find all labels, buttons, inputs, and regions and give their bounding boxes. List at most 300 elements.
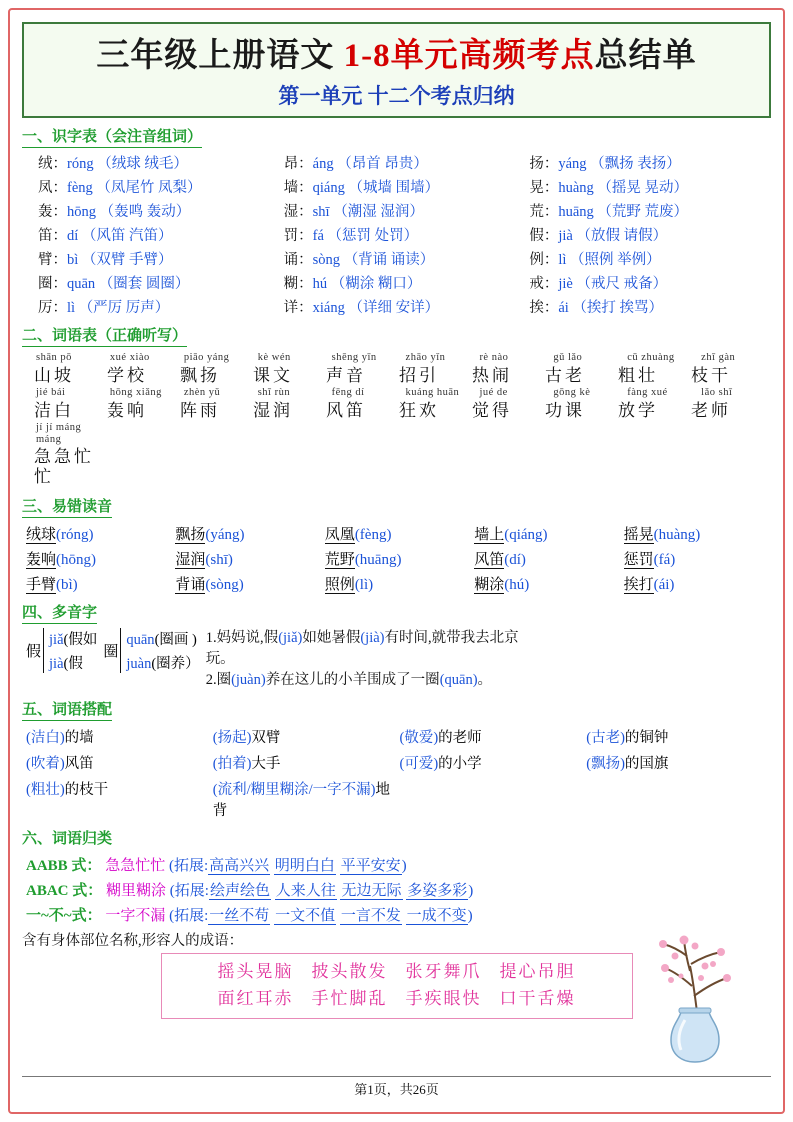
- guilei-ext-prefix: (拓展:: [168, 858, 209, 875]
- guilei-extension: [169, 858, 407, 875]
- yicuo-item: [175, 573, 322, 594]
- zibiao-words: （轰鸣 轰动）: [99, 204, 191, 220]
- dapei-item: [213, 726, 398, 747]
- chengyu-item: 手忙脚乱: [311, 988, 388, 1008]
- sentence-pinyin: (jià): [360, 630, 385, 647]
- yicuo-pinyin: (huàng): [653, 527, 701, 544]
- zibiao-pinyin: huàng: [558, 180, 598, 196]
- zibiao-char: 笛：: [38, 228, 67, 244]
- guilei-ext-suffix: ): [401, 858, 407, 875]
- yicuo-pinyin: (yáng): [205, 527, 245, 544]
- sentence-pinyin: (quān): [439, 672, 478, 689]
- sentence-number: 1.: [205, 630, 217, 647]
- guilei-extension: [169, 908, 472, 925]
- cibiao-word: 湿润: [253, 400, 293, 420]
- zibiao-item: [38, 200, 280, 221]
- zibiao-words: （糊涂 糊口）: [330, 276, 422, 292]
- guilei-ext-suffix: ): [467, 908, 473, 925]
- duoyinzi-pinyin: quān: [126, 632, 155, 649]
- plum-vase-decoration: [635, 916, 755, 1066]
- yicuo-pinyin: (hōng): [56, 552, 97, 569]
- yicuo-word: 摇晃: [623, 527, 654, 544]
- cibiao-pinyin: kuáng huān: [405, 387, 460, 399]
- dapei-modifier: (可爱): [399, 756, 439, 773]
- yicuo-item: [325, 573, 472, 594]
- duoyinzi-group: [103, 628, 199, 673]
- title-before: 三年级上册语文: [96, 38, 344, 74]
- cibiao-pinyin: shēng yīn: [331, 352, 377, 363]
- title-after: 总结单: [594, 38, 697, 74]
- yicuo-word: 荒野: [324, 552, 355, 569]
- yicuo-item: [624, 523, 771, 544]
- guilei-ext-item: 无边无际: [341, 883, 402, 900]
- title-highlight: 1-8单元高频考点: [343, 38, 595, 74]
- zibiao-pinyin: bì: [67, 252, 82, 268]
- yicuo-item: [26, 548, 173, 569]
- dapei-grid: [22, 726, 771, 820]
- yicuo-pinyin: (bì): [56, 577, 78, 594]
- zibiao-item: [529, 248, 771, 269]
- guilei-ext-item: 一言不发: [340, 908, 401, 925]
- cibiao-word: 粗壮: [618, 365, 658, 385]
- chengyu-item: 提心吊胆: [499, 962, 576, 982]
- yicuo-item: [325, 523, 472, 544]
- sentence-part: 妈妈说,假: [216, 630, 279, 647]
- dapei-modifier: (敬爱): [399, 730, 439, 747]
- guilei-ext-item: 一成不变: [406, 908, 467, 925]
- cibiao-word: 课文: [253, 365, 293, 385]
- dapei-item: [586, 726, 771, 747]
- cibiao-pinyin: rè nào: [479, 352, 509, 363]
- dapei-modifier: (流利/糊里糊涂/一字不漏): [212, 782, 376, 799]
- dapei-noun: 大手: [251, 756, 281, 773]
- zibiao-pinyin: quān: [67, 276, 99, 292]
- cibiao-word: 洁白: [34, 400, 74, 420]
- yicuo-word: 惩罚: [623, 552, 654, 569]
- guilei-ext-item: 多姿多彩: [407, 883, 468, 900]
- yicuo-item: [474, 523, 621, 544]
- yicuo-pinyin: (ái): [653, 577, 675, 594]
- zibiao-words: （荒野 荒废）: [597, 204, 689, 220]
- dapei-modifier: (吹着): [26, 756, 65, 773]
- zibiao-char: 扬：: [529, 156, 559, 172]
- zibiao-item: [284, 272, 526, 293]
- yicuo-pinyin: (sòng): [205, 577, 244, 594]
- cibiao-list: [22, 352, 771, 486]
- dapei-item: [213, 752, 398, 773]
- dapei-item: [26, 752, 211, 773]
- cibiao-pinyin: zhèn yǔ: [183, 387, 221, 399]
- cibiao-pinyin: kè wén: [257, 352, 291, 363]
- yicuo-word: 绒球: [26, 527, 57, 544]
- yicuo-pinyin: (fá): [653, 552, 676, 569]
- sentence-part: 圈: [216, 672, 232, 689]
- guilei-label: ABAC 式：: [26, 883, 103, 900]
- page-title: [24, 29, 769, 76]
- dapei-modifier: (粗壮): [26, 782, 65, 799]
- dapei-noun: 地背: [212, 782, 390, 820]
- guilei-row: [26, 879, 771, 900]
- guilei-label: AABB 式：: [26, 858, 102, 875]
- duoyinzi-sentence: [206, 670, 536, 691]
- dapei-modifier: (古老): [586, 730, 625, 747]
- yicuo-item: [624, 573, 771, 594]
- cibiao-pinyin: gǔ lǎo: [553, 352, 583, 363]
- cibiao-word-row: [32, 447, 771, 486]
- yicuo-item: [325, 548, 472, 569]
- guilei-extension: [170, 883, 473, 900]
- sentence-part: 有时间,就带我去北京玩。: [205, 630, 519, 668]
- zibiao-item: [284, 200, 526, 221]
- zibiao-item: [38, 248, 280, 269]
- zibiao-item: [284, 224, 526, 245]
- zibiao-char: 荒：: [529, 204, 559, 220]
- yicuo-item: [175, 523, 322, 544]
- dapei-noun: 风笛: [64, 756, 94, 773]
- yicuo-pinyin: (hú): [504, 577, 530, 594]
- zibiao-words: （双臂 手臂）: [81, 252, 173, 268]
- zibiao-char: 凤：: [38, 180, 67, 196]
- cibiao-pinyin: jí jí máng máng: [36, 422, 82, 445]
- dapei-item: [26, 726, 211, 747]
- cibiao-pinyin-row: [32, 352, 771, 364]
- dapei-noun: 的铜钟: [624, 730, 669, 747]
- duoyinzi-pinyin: jiǎ: [49, 632, 64, 649]
- guilei-ext-item: 绘声绘色: [209, 883, 270, 900]
- yicuo-word: 墙上: [474, 527, 505, 544]
- zibiao-pinyin: fá: [312, 228, 328, 244]
- cibiao-word: 觉得: [472, 400, 512, 420]
- zibiao-words: （绒球 绒毛）: [97, 156, 188, 172]
- dapei-item: [400, 752, 585, 773]
- zibiao-words: （严厉 厉声）: [78, 300, 170, 316]
- zibiao-pinyin: lì: [67, 300, 79, 316]
- yicuo-pinyin: (lì): [354, 577, 374, 594]
- sentence-pinyin: (jiǎ): [278, 630, 303, 647]
- dapei-modifier: (扬起): [212, 730, 252, 747]
- zibiao-pinyin: fèng: [67, 180, 97, 196]
- duoyinzi-char: 圈: [103, 644, 119, 661]
- duoyinzi-branches: [43, 628, 97, 673]
- cibiao-pinyin: zhī gàn: [701, 352, 736, 363]
- zibiao-item: [284, 152, 526, 173]
- zibiao-char: 糊：: [283, 276, 313, 292]
- yicuo-pinyin: (shī): [205, 552, 233, 569]
- yicuo-word: 风笛: [474, 552, 505, 569]
- dapei-item: [400, 726, 585, 747]
- yicuo-grid: [22, 523, 771, 594]
- zibiao-grid: [22, 152, 771, 317]
- sentence-number: 2.: [205, 672, 217, 689]
- duoyinzi-pinyin: juàn: [126, 656, 152, 673]
- yicuo-pinyin: (dí): [504, 552, 526, 569]
- zibiao-pinyin: yáng: [558, 156, 591, 172]
- yicuo-word: 手臂: [26, 577, 57, 594]
- guilei-ext-item: 平平安安: [340, 858, 401, 875]
- cibiao-word: 声音: [326, 365, 366, 385]
- zibiao-item: [529, 272, 771, 293]
- chengyu-box: [161, 953, 633, 1019]
- yicuo-item: [474, 548, 621, 569]
- guilei-ext-item: 人来人往: [275, 883, 336, 900]
- dapei-modifier: (飘扬): [586, 756, 625, 773]
- zibiao-item: [38, 152, 280, 173]
- zibiao-words: （飘扬 表扬）: [590, 156, 681, 172]
- zibiao-item: [38, 272, 280, 293]
- cibiao-pinyin: lǎo shī: [701, 387, 733, 399]
- yicuo-item: [26, 573, 173, 594]
- cibiao-pinyin: hōng xiǎng: [109, 387, 162, 399]
- guilei-row: [26, 854, 771, 875]
- dapei-modifier: (拍着): [212, 756, 252, 773]
- zibiao-item: [284, 296, 526, 317]
- dapei-item: [586, 752, 771, 773]
- section-heading-4: 四、多音字: [22, 601, 97, 624]
- zibiao-words: （城墙 围墙）: [348, 180, 440, 196]
- zibiao-item: [529, 176, 771, 197]
- cibiao-word: 老师: [691, 400, 731, 420]
- cibiao-word: 功课: [545, 400, 585, 420]
- zibiao-words: （潮湿 湿润）: [333, 204, 424, 220]
- zibiao-words: （圈套 圆圈）: [98, 276, 190, 292]
- chengyu-item: 披头散发: [311, 962, 388, 982]
- duoyinzi-group: [26, 628, 97, 673]
- zibiao-char: 轰：: [38, 204, 67, 220]
- duoyinzi-line: [49, 652, 97, 673]
- zibiao-item: [284, 248, 526, 269]
- yicuo-pinyin: (róng): [56, 527, 94, 544]
- zibiao-char: 诵：: [283, 252, 313, 268]
- zibiao-char: 例：: [529, 252, 559, 268]
- section-heading-2: 二、词语表（正确听写）: [22, 324, 187, 347]
- zibiao-pinyin: sòng: [312, 252, 344, 268]
- cibiao-pinyin: shī rùn: [257, 387, 291, 399]
- zibiao-pinyin: qiáng: [312, 180, 349, 196]
- cibiao-pinyin: jué de: [479, 387, 508, 399]
- cibiao-pinyin: zhāo yǐn: [405, 352, 446, 363]
- cibiao-word: 放学: [618, 400, 658, 420]
- zibiao-pinyin: hōng: [67, 204, 100, 220]
- cibiao-word: 急急忙 忙: [34, 447, 94, 486]
- chengyu-row: [162, 986, 632, 1012]
- yicuo-pinyin: (qiáng): [504, 527, 548, 544]
- zibiao-pinyin: shī: [312, 204, 334, 220]
- zibiao-words: （摇晃 晃动）: [597, 180, 689, 196]
- cibiao-word: 热闹: [472, 365, 512, 385]
- cibiao-word: 阵雨: [180, 400, 220, 420]
- section-heading-5: 五、词语搭配: [22, 698, 112, 721]
- title-box: [22, 22, 771, 118]
- guilei-ext-item: 明明白白: [274, 858, 335, 875]
- cibiao-word: 轰响: [107, 400, 147, 420]
- cibiao-pinyin: cū zhuàng: [627, 352, 675, 363]
- page-footer: 第1页，共26页: [22, 1076, 771, 1098]
- cibiao-word: 山坡: [34, 365, 74, 385]
- cibiao-pinyin: xué xiào: [109, 352, 150, 363]
- cibiao-pinyin: fàng xué: [627, 387, 668, 399]
- zibiao-pinyin: dí: [67, 228, 82, 244]
- yicuo-word: 背诵: [175, 577, 206, 594]
- duoyinzi-pinyin: jià: [49, 656, 64, 673]
- guilei-example: 一字不漏: [101, 908, 170, 925]
- chengyu-item: 口干舌燥: [499, 988, 576, 1008]
- duoyinzi-example: (圈养）: [151, 656, 200, 673]
- duoyinzi-sentences: [206, 628, 536, 691]
- cibiao-word-row: [32, 401, 771, 421]
- zibiao-pinyin: jiè: [558, 276, 577, 292]
- cibiao-pinyin: gōng kè: [553, 387, 591, 399]
- zibiao-char: 罚：: [283, 228, 313, 244]
- zibiao-char: 厉：: [38, 300, 67, 316]
- cibiao-pinyin: jié bái: [36, 387, 66, 399]
- duoyinzi-char: 假: [26, 644, 42, 661]
- yicuo-word: 照例: [324, 577, 355, 594]
- sentence-part: 如她暑假: [302, 630, 361, 647]
- zibiao-words: （挨打 挨骂）: [572, 300, 664, 316]
- zibiao-char: 圈：: [38, 276, 67, 292]
- chengyu-item: 摇头晃脑: [217, 962, 294, 982]
- cibiao-word: 风笛: [326, 400, 366, 420]
- zibiao-pinyin: huāng: [558, 204, 598, 220]
- zibiao-pinyin: lì: [558, 252, 571, 268]
- zibiao-pinyin: áng: [312, 156, 338, 172]
- duoyinzi-sentence: [206, 628, 536, 670]
- duoyinzi-line: [126, 628, 199, 649]
- dapei-noun: 的小学: [438, 756, 482, 773]
- zibiao-item: [38, 176, 280, 197]
- cibiao-word: 招引: [399, 365, 439, 385]
- duoyinzi-example: (假如: [63, 632, 98, 649]
- cibiao-pinyin: shān pō: [36, 352, 72, 363]
- cibiao-word: 狂欢: [399, 400, 439, 420]
- yicuo-word: 轰响: [26, 552, 57, 569]
- dapei-noun: 双臂: [251, 730, 281, 747]
- zibiao-char: 昂：: [283, 156, 313, 172]
- duoyinzi-line: [126, 652, 199, 673]
- yicuo-item: [624, 548, 771, 569]
- zibiao-pinyin: hú: [312, 276, 331, 292]
- zibiao-char: 湿：: [283, 204, 313, 220]
- zibiao-words: （背诵 诵读）: [343, 252, 435, 268]
- cibiao-pinyin-row: [32, 422, 771, 445]
- zibiao-item: [38, 224, 280, 245]
- zibiao-words: （放假 请假）: [576, 228, 668, 244]
- guilei-ext-prefix: (拓展:: [169, 883, 209, 900]
- page-subtitle: 第一单元 十二个考点归纳: [278, 84, 515, 108]
- yicuo-item: [175, 548, 322, 569]
- zibiao-char: 详：: [283, 300, 313, 316]
- dapei-noun: 的国旗: [624, 756, 669, 773]
- zibiao-char: 臂：: [38, 252, 67, 268]
- cibiao-word: 枝干: [691, 365, 731, 385]
- yicuo-word: 湿润: [175, 552, 206, 569]
- duoyinzi-example: (假: [63, 656, 83, 673]
- zibiao-item: [529, 224, 771, 245]
- guilei-block: [22, 854, 771, 925]
- chengyu-item: 面红耳赤: [217, 988, 294, 1008]
- yicuo-word: 挨打: [623, 577, 654, 594]
- guilei-example: 糊里糊涂: [102, 883, 170, 900]
- duoyinzi-line: [49, 628, 97, 649]
- zibiao-words: （昂首 昂贵）: [337, 156, 428, 172]
- zibiao-char: 晃：: [529, 180, 559, 196]
- zibiao-words: （照例 举例）: [570, 252, 661, 268]
- zibiao-char: 绒：: [38, 156, 67, 172]
- zibiao-words: （详细 安详）: [348, 300, 440, 316]
- zibiao-item: [529, 152, 771, 173]
- zibiao-words: （戒尺 戒备）: [576, 276, 668, 292]
- guilei-ext-suffix: ): [468, 883, 474, 900]
- zibiao-char: 挨：: [529, 300, 559, 316]
- cibiao-pinyin-row: [32, 387, 771, 399]
- zibiao-pinyin: jià: [558, 228, 577, 244]
- cibiao-word: 古老: [545, 365, 585, 385]
- cibiao-word: 学校: [107, 365, 147, 385]
- guilei-label: 一~不~式：: [26, 908, 102, 925]
- sentence-part: 养在这儿的小羊围成了一圈: [265, 672, 440, 689]
- dapei-noun: 的老师: [438, 730, 482, 747]
- sentence-pinyin: (juàn): [231, 672, 266, 689]
- zibiao-char: 戒：: [529, 276, 559, 292]
- dapei-modifier: (洁白): [26, 730, 65, 747]
- cibiao-word: 飘扬: [180, 365, 220, 385]
- zibiao-words: （凤尾竹 凤梨）: [96, 180, 202, 196]
- zibiao-pinyin: róng: [67, 156, 98, 172]
- duoyinzi-example: (圈画 ): [154, 632, 197, 649]
- zibiao-words: （风笛 汽笛）: [81, 228, 173, 244]
- guilei-ext-item: 一丝不苟: [209, 908, 270, 925]
- zibiao-char: 假：: [529, 228, 559, 244]
- chengyu-item: 张牙舞爪: [405, 962, 482, 982]
- yicuo-item: [474, 573, 621, 594]
- dapei-noun: 的枝干: [64, 782, 109, 799]
- zibiao-item: [38, 296, 280, 317]
- section-heading-1: 一、识字表（会注音组词）: [22, 125, 202, 148]
- yicuo-pinyin: (fèng): [354, 527, 392, 544]
- guilei-ext-item: 一文不值: [275, 908, 336, 925]
- yicuo-word: 凤凰: [324, 527, 355, 544]
- dapei-item: [26, 778, 211, 820]
- yicuo-word: 飘扬: [175, 527, 206, 544]
- yicuo-word: 糊涂: [474, 577, 505, 594]
- duoyinzi-block: [22, 628, 771, 691]
- dapei-item: [213, 778, 398, 820]
- zibiao-pinyin: xiáng: [312, 300, 349, 316]
- zibiao-item: [284, 176, 526, 197]
- dapei-noun: 的墙: [64, 730, 94, 747]
- zibiao-words: （惩罚 处罚）: [327, 228, 419, 244]
- cibiao-pinyin: piāo yáng: [183, 352, 230, 363]
- cibiao-pinyin: fēng dí: [331, 387, 365, 399]
- chengyu-item: 手疾眼快: [405, 988, 482, 1008]
- yicuo-item: [26, 523, 173, 544]
- sentence-part: 。: [477, 672, 493, 689]
- chengyu-row: [162, 959, 632, 985]
- guilei-example: 急急忙忙: [101, 858, 169, 875]
- chengyu-title: 含有身体部位名称,形容人的成语：: [22, 933, 244, 950]
- guilei-ext-item: 高高兴兴: [209, 858, 270, 875]
- section-heading-3: 三、易错读音: [22, 495, 112, 518]
- zibiao-item: [529, 296, 771, 317]
- guilei-ext-prefix: (拓展:: [169, 908, 209, 925]
- section-heading-6: 六、词语归类: [22, 831, 113, 848]
- zibiao-char: 墙：: [283, 180, 313, 196]
- zibiao-pinyin: ái: [558, 300, 573, 316]
- duoyinzi-branches: [120, 628, 199, 673]
- cibiao-word-row: [32, 366, 771, 386]
- yicuo-pinyin: (huāng): [354, 552, 402, 569]
- document-content: [22, 22, 771, 1100]
